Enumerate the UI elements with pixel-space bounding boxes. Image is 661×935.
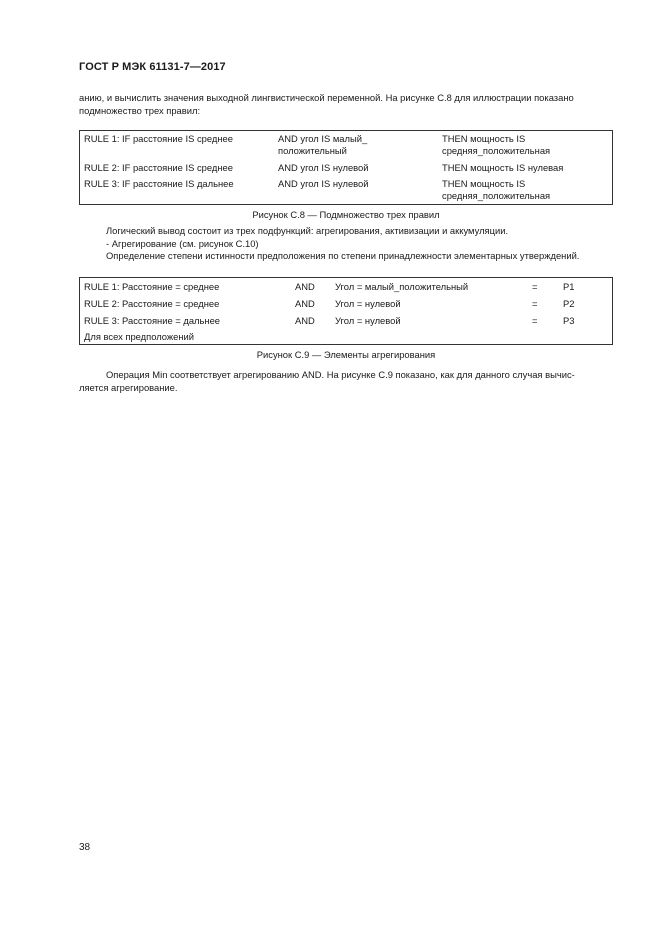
operation-paragraph (79, 369, 613, 394)
c8-rule-2-if: RULE 2: IF расстояние IS среднее (84, 162, 233, 173)
intro-line-2: подмножество трех правил: (79, 104, 201, 116)
c9-rule-2-op: AND (295, 298, 315, 309)
intro-line-1: анию, и вычислить значения выходной лингвистической переменной. На рисунке С.8 для иллюстрации показано (79, 92, 574, 103)
figure-c9-caption: Рисунок С.9 — Элементы агрегирования (256, 349, 436, 360)
figure-c8-rules-box (79, 130, 613, 205)
figure-c9-aggregation-box (79, 277, 613, 345)
c9-footer: Для всех предположений (84, 331, 195, 342)
c9-rule-3-result: P3 (563, 315, 575, 326)
c9-rule-3-op: AND (295, 315, 315, 326)
intro-paragraph (79, 92, 612, 117)
document-number-header: ГОСТ Р МЭК 61131-7—2017 (79, 61, 226, 73)
c8-rule-1-and-line-1: AND угол IS малый_ (278, 133, 368, 144)
operation-line-1: Операция Min соответствует агрегированию AND. На рисунке С.9 показано, как для данного случая вычис- (106, 369, 575, 380)
inference-line-2: - Агрегирование (см. рисунок С.10) (106, 237, 259, 249)
c9-rule-3-eq: = (532, 315, 538, 326)
page-number: 38 (79, 842, 91, 853)
figure-c8-caption: Рисунок С.8 — Подмножество трех правил (252, 209, 440, 220)
c8-rule-3-if: RULE 3: IF расстояние IS дальнее (84, 178, 234, 189)
c8-rule-3-then-line-1: THEN мощность IS (442, 178, 526, 189)
inference-line-3: Определение степени истинности предположения по степени принадлежности элементарных утверждений. (106, 250, 580, 262)
c9-rule-2-cond: Угол = нулевой (335, 298, 401, 309)
c9-rule-1-eq: = (532, 281, 538, 292)
c8-rule-3-and: AND угол IS нулевой (278, 178, 369, 189)
c9-rule-1-op: AND (295, 281, 315, 292)
c8-rule-1-if: RULE 1: IF расстояние IS среднее (84, 133, 233, 144)
c9-rule-2-eq: = (532, 298, 538, 309)
c8-rule-1-then-line-1: THEN мощность IS (442, 133, 526, 144)
c8-rule-3-then-line-2: средняя_положительная (442, 190, 551, 201)
c9-rule-2: RULE 2: Расстояние = среднее (84, 298, 220, 309)
c9-rule-1: RULE 1: Расстояние = среднее (84, 281, 220, 292)
c9-rule-2-result: P2 (563, 298, 575, 309)
operation-line-2: ляется агрегирование. (79, 381, 178, 393)
c9-rule-3-cond: Угол = нулевой (335, 315, 401, 326)
c9-rule-1-cond: Угол = малый_положительный (335, 281, 469, 292)
c8-rule-1-and-line-2: положительный (278, 145, 347, 156)
c8-rule-2-then: THEN мощность IS нулевая (442, 162, 564, 173)
c8-rule-1-then-line-2: средняя_положительная (442, 145, 551, 156)
inference-paragraph (79, 225, 615, 263)
c9-rule-3: RULE 3: Расстояние = дальнее (84, 315, 221, 326)
c8-rule-2-and: AND угол IS нулевой (278, 162, 369, 173)
c9-rule-1-result: P1 (563, 281, 575, 292)
inference-line-1: Логический вывод состоит из трех подфункций: агрегирования, активизации и аккумуляции. (106, 225, 509, 236)
